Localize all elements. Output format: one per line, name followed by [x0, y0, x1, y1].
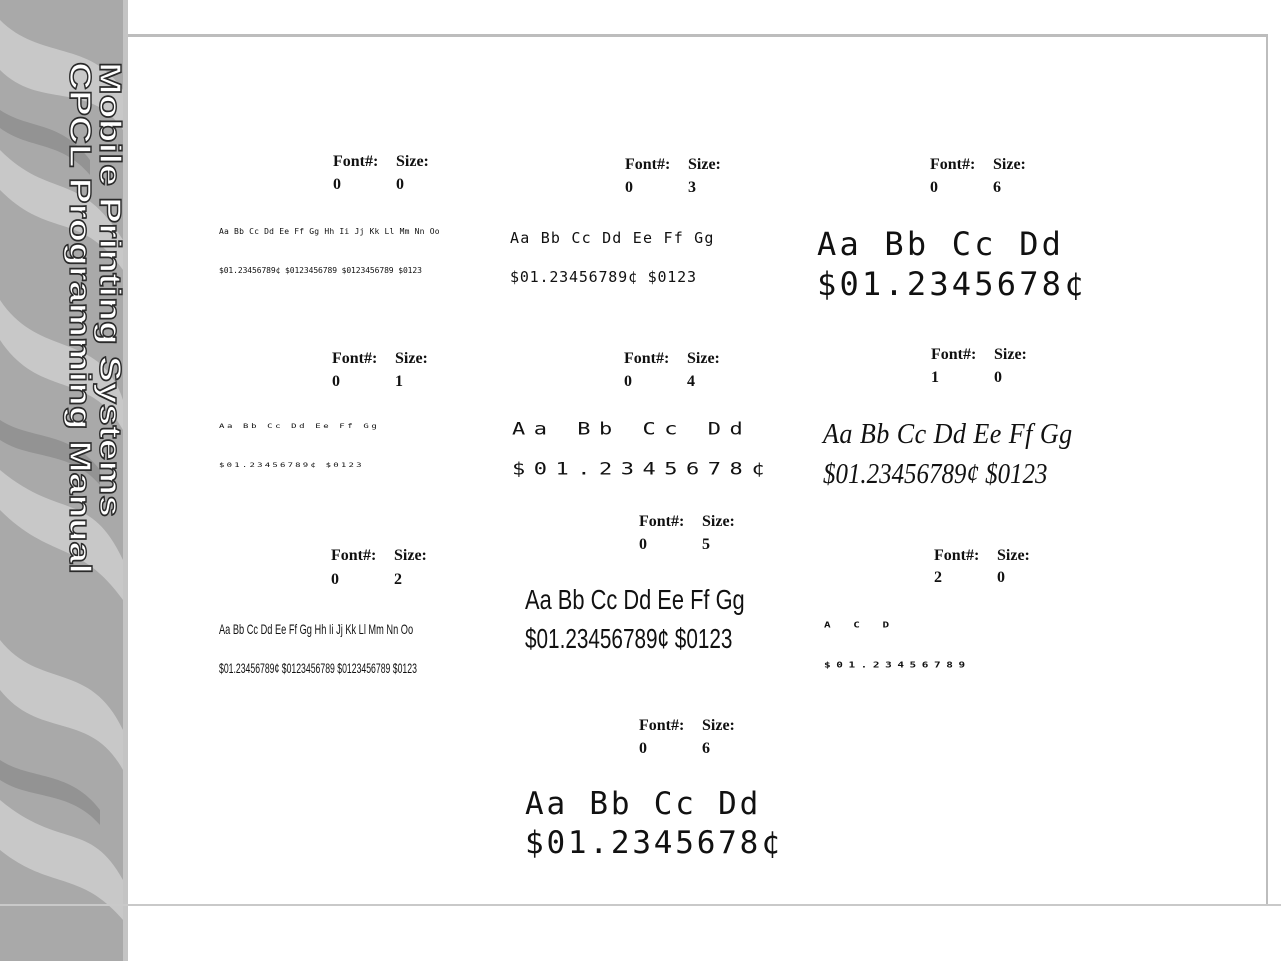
bottom-rule [0, 904, 1281, 906]
top-rule [128, 34, 1268, 37]
sample-price-line: $01.23456789¢ $0123456789 $0123456789 $0123 [219, 266, 422, 275]
font-number: 0 [331, 571, 339, 588]
size-label: Size: [702, 513, 735, 530]
size-label: Size: [395, 350, 428, 367]
font-number: 2 [934, 569, 942, 586]
font-label: Font#: [930, 156, 976, 173]
sample-alphabet-line: Aa Bb Cc Dd Ee Ff Gg Hh Ii Jj Kk Ll Mm Nn Oo [219, 621, 414, 637]
manual-title-line1: Mobile Printing Systems [93, 62, 128, 423]
font-number: 0 [624, 373, 632, 390]
sample-price-line: $01.23456789¢ $0123 [510, 268, 697, 286]
font-label: Font#: [331, 547, 377, 564]
size-number: 0 [396, 176, 404, 193]
sample-price-line: $01.2345678¢ [512, 460, 773, 479]
font-label: Font#: [332, 350, 378, 367]
sample-price-line: $01.2345678¢ [525, 825, 783, 861]
font-label: Font#: [624, 350, 670, 367]
font-number: 0 [639, 740, 647, 757]
vertical-title [42, 58, 128, 578]
sidebar-edge [123, 0, 128, 961]
sample-price-line: $01.23456789¢ $0123 [219, 462, 364, 469]
sample-alphabet-line: Aa Bb Cc Dd Ee Ff Gg Hh Ii Jj Kk Ll Mm Nn Oo [219, 227, 440, 236]
right-rule [1266, 34, 1268, 904]
font-label: Font#: [934, 547, 980, 564]
size-label: Size: [997, 547, 1030, 564]
size-number: 3 [688, 179, 696, 196]
sample-alphabet-line: Aa Bb Cc Dd Ee Ff Gg [510, 229, 715, 247]
size-label: Size: [993, 156, 1026, 173]
size-label: Size: [394, 547, 427, 564]
size-number: 0 [994, 369, 1002, 386]
sample-alphabet-line: Aa Bb Cc Dd [512, 420, 752, 439]
font-number: 0 [639, 536, 647, 553]
font-number: 0 [332, 373, 340, 390]
size-number: 5 [702, 536, 710, 553]
size-number: 2 [394, 571, 402, 588]
size-number: 6 [993, 179, 1001, 196]
size-number: 1 [395, 373, 403, 390]
font-label: Font#: [625, 156, 671, 173]
font-number: 0 [625, 179, 633, 196]
size-number: 6 [702, 740, 710, 757]
font-number: 0 [333, 176, 341, 193]
sample-price-line: $01.2345678¢ [817, 265, 1087, 303]
sample-alphabet-line: Aa Bb Cc Dd Ee Ff Gg [823, 418, 1073, 450]
sample-price-line: $01.23456789¢ $0123 [525, 623, 733, 654]
size-number: 4 [687, 373, 695, 390]
font-number: 0 [930, 179, 938, 196]
size-label: Size: [396, 153, 429, 170]
sample-price-line: $01.23456789¢ $0123 [823, 458, 1048, 490]
sample-price-line: $01.23456789¢ $0123456789 $0123456789 $0123 [219, 660, 417, 676]
sample-alphabet-line: Aa Bb Cc Dd [817, 225, 1065, 263]
sample-alphabet-line: Aa Bb Cc Dd Ee Ff Gg [219, 423, 380, 430]
sidebar [0, 0, 128, 961]
sample-alphabet-line: Aa Bb Cc Dd [525, 786, 762, 822]
size-label: Size: [994, 346, 1027, 363]
size-label: Size: [702, 717, 735, 734]
font-label: Font#: [333, 153, 379, 170]
size-label: Size: [687, 350, 720, 367]
sample-price-line: $01.23456789 [824, 660, 971, 670]
sample-alphabet-line: A C D [824, 620, 898, 630]
font-number: 1 [931, 369, 939, 386]
font-label: Font#: [639, 717, 685, 734]
size-label: Size: [688, 156, 721, 173]
font-label: Font#: [931, 346, 977, 363]
font-label: Font#: [639, 513, 685, 530]
size-number: 0 [997, 569, 1005, 586]
manual-title-line2: CPCL Programming Manual [63, 62, 98, 472]
sample-alphabet-line: Aa Bb Cc Dd Ee Ff Gg [525, 584, 745, 615]
